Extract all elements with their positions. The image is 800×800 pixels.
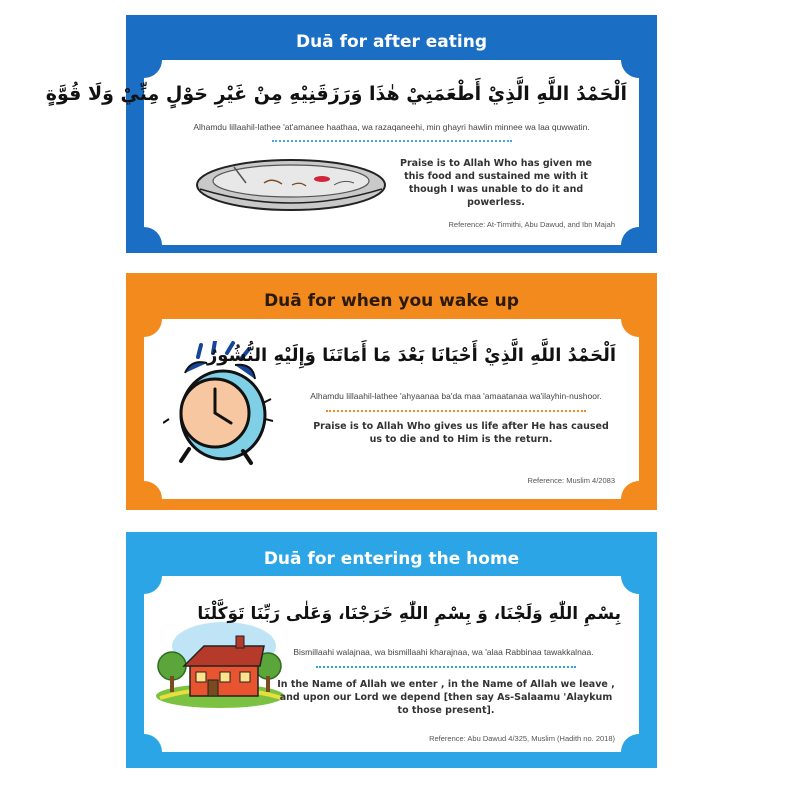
dua-card-after-eating <box>45 15 657 253</box>
arabic-text: اَلْحَمْدُ اللَّهِ الَّذِيْ أَطْعَمَنِيْ هٰذَا وَرَزَقَنِيْهِ مِنْ غَيْرِ حَوْلٍ مِنِّيْ وَلَا قُوَّةٍ <box>45 83 627 105</box>
arabic-text: بِسْمِ اللّٰهِ وَلَجْنَا، وَ بِسْمِ اللّٰهِ خَرَجْنَا، وَعَلٰى رَبِّنَا تَوَكَّلْنَا <box>197 604 621 624</box>
reference-text: Reference: At-Tirmithi, Abu Dawud, and Ibn Majah <box>448 220 615 229</box>
card-title: Duā for when you wake up <box>264 291 519 311</box>
reference-text: Reference: Abu Dawud 4/325, Muslim (Hadith no. 2018) <box>429 734 615 743</box>
house-illustration <box>154 620 286 708</box>
dotted-divider <box>316 666 576 668</box>
empty-plate-illustration <box>194 155 389 215</box>
translation-text: Praise is to Allah Who gives us life after He has caused us to die and to Him is the return. <box>313 421 609 445</box>
dotted-divider <box>272 140 512 142</box>
dua-card-entering-home <box>126 532 657 768</box>
translation-text: In the Name of Allah we enter , in the Name of Allah we leave , and upon our Lord we depend [then say As-Salaamu 'Alaykum to those present]. <box>277 679 615 716</box>
translation-text: Praise is to Allah Who has given me this food and sustained me with it though I was unable to do it and powerless. <box>400 158 592 208</box>
card-title: Duā for entering the home <box>263 549 520 569</box>
reference-text: Reference: Muslim 4/2083 <box>527 476 615 485</box>
transliteration-text: Alhamdu lillaahil-lathee 'ahyaanaa ba'da maa 'amaatanaa wa'ilayhin-nushoor. <box>310 391 602 401</box>
dua-card-wake-up <box>126 273 657 510</box>
transliteration-text: Bismillaahi walajnaa, wa bismillaahi kharajnaa, wa 'alaa Rabbinaa tawakkalnaa. <box>293 647 594 657</box>
card-title: Duā for after eating <box>295 32 488 52</box>
dotted-divider <box>326 410 586 412</box>
transliteration-text: Alhamdu lillaahil-lathee 'at'amanee haathaa, wa razaqaneehi, min ghayri hawlin minnee wa laa quwwatin. <box>193 122 590 132</box>
arabic-text: اَلْحَمْدُ اللَّهِ الَّذِيْ أَحْيَانَا بَعْدَ مَا أَمَاتَنَا وَإِلَيْهِ النُّشُورُ <box>206 345 616 366</box>
